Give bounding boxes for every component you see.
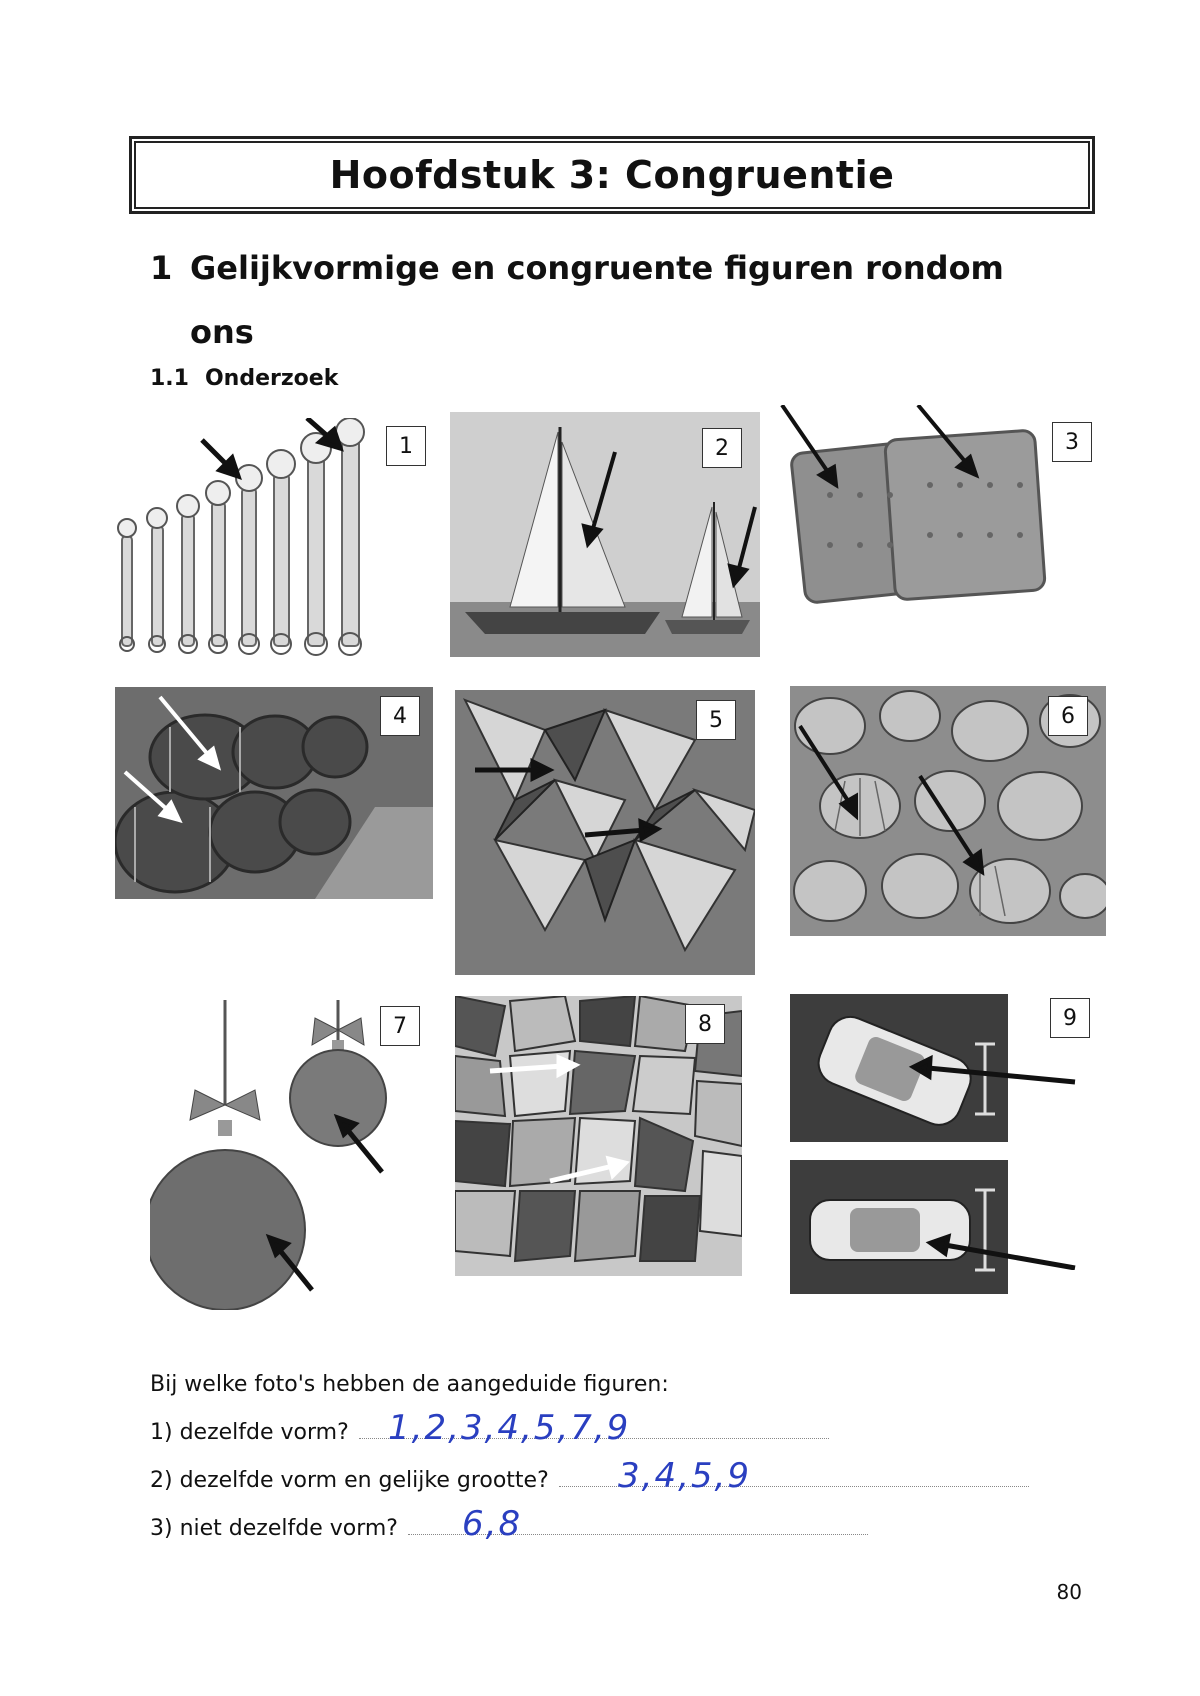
photo-label-4: 4 [380,696,420,736]
chapter-title-box [129,136,1095,214]
question-intro: Bij welke foto's hebben de aangeduide figuren: [150,1372,669,1397]
photo-label-2: 2 [702,428,742,468]
question-3-label: 3) niet dezelfde vorm? [150,1516,398,1541]
subsection-heading [150,366,338,391]
photo-label-5: 5 [696,700,736,740]
photo-label-6: 6 [1048,696,1088,736]
page-number: 80 [1056,1580,1082,1604]
subsection-number: 1.1 [150,366,189,391]
question-1-label: 1) dezelfde vorm? [150,1420,349,1445]
section-number: 1 [150,249,173,287]
question-2-label: 2) dezelfde vorm en gelijke grootte? [150,1468,549,1493]
photo-label-3: 3 [1052,422,1092,462]
answer-3: 6,8 [462,1504,523,1544]
subsection-title: Onderzoek [204,366,339,391]
section-heading [150,236,1050,364]
photo-biscuits [780,405,1080,610]
photo-wrenches [112,418,374,658]
answer-2: 3,4,5,9 [618,1456,751,1496]
answer-1: 1,2,3,4,5,7,9 [388,1408,631,1448]
photo-christmas-baubles [150,1000,400,1310]
photo-label-9: 9 [1050,998,1090,1038]
chapter-title: Hoofdstuk 3: Congruentie [329,153,895,197]
question-2 [150,1468,1029,1493]
section-title-line1: Gelijkvormige en congruente figuren rondom [190,249,1004,287]
photo-label-1: 1 [386,426,426,466]
car-arrows [900,1040,1080,1270]
photo-label-7: 7 [380,1006,420,1046]
photo-label-8: 8 [685,1004,725,1044]
section-title-line2: ons [190,313,254,351]
